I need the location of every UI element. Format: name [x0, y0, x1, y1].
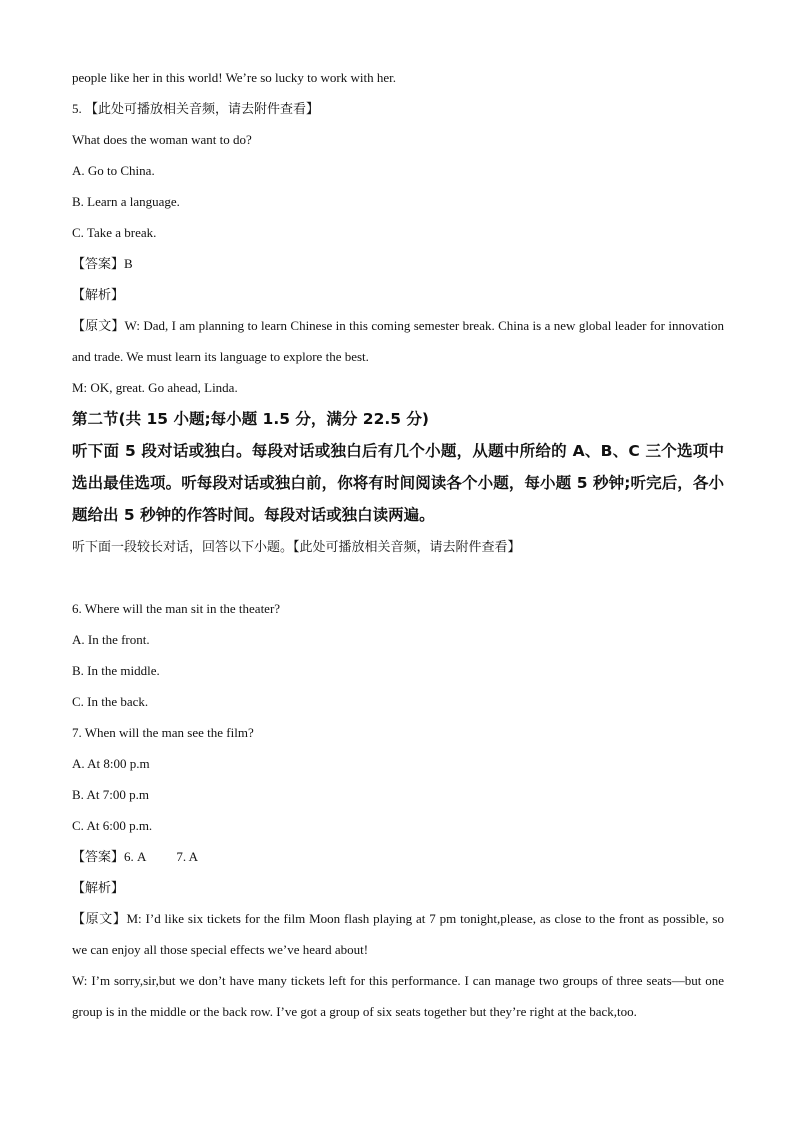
answer-6: 【答案】6. A	[72, 849, 147, 864]
q6-option-b: B. In the middle.	[72, 663, 160, 678]
section-2-instructions: 听下面 5 段对话或独白。每段对话或独白后有几个小题，从题中所给的 A、B、C 三个选项中选出最佳选项。听每段对话或独白前，你将有时间阅读各个小题，每小题 5 秒钟;听完后，各小题给出 5 秒钟的作答时间。每段对话或独白读两遍。	[72, 442, 724, 524]
question-7-text: 7. When will the man see the film?	[72, 725, 254, 740]
q6-7-transcript-man: 【原文】M: I’d like six tickets for the film Moon flash playing at 7 pm tonight,please, as close to the front as possible, so we can enjoy all those special effects we’ve heard about!	[72, 911, 724, 957]
question-5-header: 5. 【此处可播放相关音频，请去附件查看】	[72, 101, 320, 116]
q7-option-a: A. At 8:00 p.m	[72, 756, 150, 771]
q6-option-a: A. In the front.	[72, 632, 150, 647]
spacer	[72, 562, 724, 593]
q5-option-a: A. Go to China.	[72, 163, 155, 178]
document-page	[72, 62, 724, 1027]
q5-answer: 【答案】B	[72, 256, 133, 271]
q5-transcript-reply: M: OK, great. Go ahead, Linda.	[72, 380, 238, 395]
q7-option-c: C. At 6:00 p.m.	[72, 818, 153, 833]
section-2-title: 第二节(共 15 小题;每小题 1.5 分，满分 22.5 分)	[72, 410, 430, 428]
question-6-text: 6. Where will the man sit in the theater?	[72, 601, 281, 616]
answer-7: 7. A	[176, 849, 199, 864]
question-5-text: What does the woman want to do?	[72, 132, 252, 147]
q7-option-b: B. At 7:00 p.m	[72, 787, 149, 802]
q6-7-transcript-woman: W: I’m sorry,sir,but we don’t have many tickets left for this performance. I can manage two groups of three seats—but one group is in the middle or the back row. I’ve got a group of six seats together but they’re right at the back,too.	[72, 973, 724, 1019]
transcript-line: people like her in this world! We’re so lucky to work with her.	[72, 70, 397, 85]
q6-7-analysis-label: 【解析】	[72, 880, 125, 895]
section-2-listen-note: 听下面一段较长对话，回答以下小题。【此处可播放相关音频，请去附件查看】	[72, 539, 521, 554]
q5-analysis-label: 【解析】	[72, 287, 125, 302]
q5-option-c: C. Take a break.	[72, 225, 157, 240]
q6-option-c: C. In the back.	[72, 694, 149, 709]
q5-option-b: B. Learn a language.	[72, 194, 180, 209]
q5-transcript: 【原文】W: Dad, I am planning to learn Chinese in this coming semester break. China is a new global leader for innovation and trade. We must learn its language to explore the best.	[72, 318, 724, 364]
q6-7-answers	[72, 841, 724, 872]
